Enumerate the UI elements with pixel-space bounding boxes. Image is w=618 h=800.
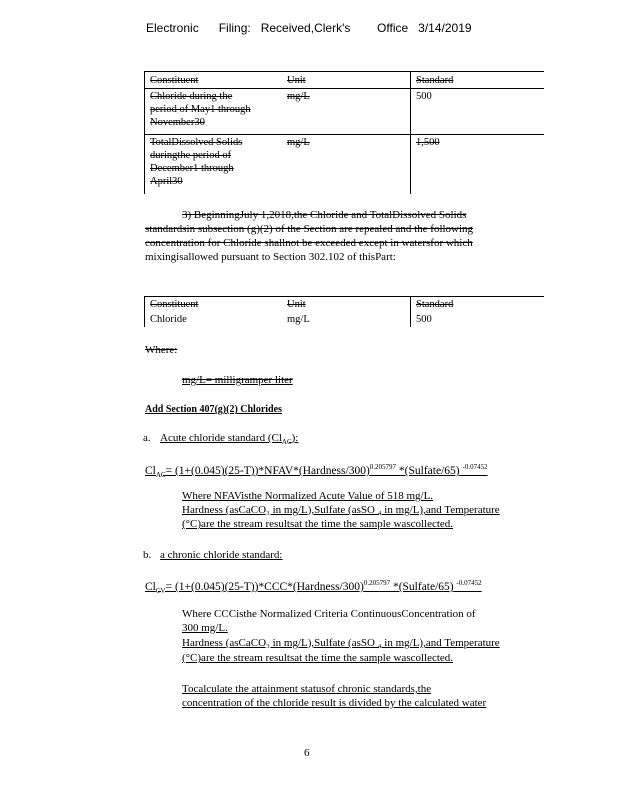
table2-header-constituent: Constituent: [150, 299, 199, 310]
mg-definition: mg/L= milligramper liter: [182, 374, 293, 386]
table1-header-unit: Unit: [287, 75, 306, 86]
attainment-para-line-2: concentration of the chloride result is divided by the calculated water: [182, 697, 487, 709]
table1-header-standard: Standard: [416, 75, 454, 86]
acute-where-line-3: (°C)are the stream resultsat the time the sample wascollected.: [182, 518, 454, 530]
table1-row1-standard: 500: [416, 91, 432, 102]
page-number: 6: [304, 747, 310, 759]
table1-row2-constituent-3: December1 through: [150, 163, 234, 174]
table1-row2-constituent-4: April30: [150, 176, 183, 187]
acute-formula: $Cl_{AC}=$ (1+(0.045)(25-T))*NFAV*(Hardness/300)$^{0.205797}$ *(Sulfate/65) $^{-0.07452}$: [145, 463, 488, 480]
item-b-label: b.: [143, 549, 152, 561]
table2-header-standard: Standard: [416, 299, 454, 310]
chronic-formula: $Cl_{CV}=$ (1+(0.045)(25-T))*CCC*(Hardness/300)$^{0.205797}$ *(Sulfate/65) $^{-0.07452}$: [145, 579, 482, 596]
para3-line-3: concentration for Chloride shallnot be exceeded except in watersfor which: [145, 237, 473, 249]
chronic-where-line-3: Hardness (asCaCO₃ in mg/L),Sulfate (asSO ₄ in mg/L),and Temperature: [182, 637, 500, 649]
table2-row-unit: mg/L: [287, 314, 310, 325]
table2-row-constituent: Chloride: [150, 314, 187, 325]
table1-row1-constituent-2: period of May1 through: [150, 104, 251, 115]
table1-row2-standard: 1,500: [416, 137, 440, 148]
para3-line-4: mixingisallowed pursuant to Section 302.102 of thisPart:: [145, 251, 396, 263]
chronic-standard-title: a chronic chloride standard:: [160, 549, 283, 561]
para3-line-1: 3) BeginningJuly 1,2018,the Chloride and TotalDissolved Solids: [182, 209, 467, 221]
acute-standard-title: Acute chloride standard $(Cl_{AC})$:: [160, 432, 299, 447]
add-section-heading: Add Section 407(g)(2) Chlorides: [145, 404, 282, 415]
table1-row1-constituent-1: Chloride during the: [150, 91, 233, 102]
chronic-where-line-1: Where CCCisthe Normalized Criteria ContinuousConcentration of: [182, 608, 476, 620]
table1-row2-constituent-1: TotalDissolved Solids: [150, 137, 243, 148]
item-a-label: a.: [143, 432, 151, 444]
para3-line-2: standardsin subsection (g)(2) of the Section are repealed and the following: [145, 223, 474, 235]
table2-row-standard: 500: [416, 314, 432, 325]
table2-header-unit: Unit: [287, 299, 306, 310]
attainment-para-line-1: Tocalculate the attainment statusof chronic standards,the: [182, 683, 432, 695]
acute-where-line-1: Where NFAVisthe Normalized Acute Value of 518 mg/L.: [182, 490, 434, 502]
table1-row2-unit: mg/L: [287, 137, 310, 148]
table1-header-constituent: Constituent: [150, 75, 199, 86]
filing-header: Electronic Filing: Received,Clerk's Office 3/14/2019: [146, 21, 472, 35]
table1-row2-constituent-2: duringthe period of: [150, 150, 232, 161]
where-label: Where:: [145, 344, 178, 356]
table1-row1-unit: mg/L: [287, 91, 310, 102]
chronic-where-line-4: (°C)are the stream resultsat the time the sample wascollected.: [182, 652, 454, 664]
acute-where-line-2: Hardness (asCaCO₃ in mg/L),Sulfate (asSO ₄ in mg/L),and Temperature: [182, 504, 500, 516]
table1-row1-constituent-3: November30: [150, 117, 205, 128]
chronic-where-line-2: 300 mg/L.: [182, 622, 228, 634]
